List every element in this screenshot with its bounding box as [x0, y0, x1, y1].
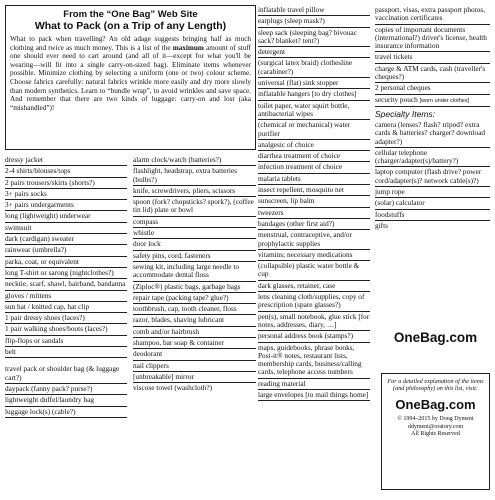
clothing-item: gloves / mittens: [5, 291, 127, 302]
promo-box: [381, 373, 490, 490]
comfort-item: dark glasses, retainer, case: [258, 281, 370, 292]
comfort-item: vitamins; necessary medications: [258, 250, 370, 261]
documents-list: [375, 5, 490, 107]
specialty-item: cellular telephone (charger/adapter(s)/battery?): [375, 148, 490, 168]
clothing-item: rainwear (umbrella?): [5, 245, 127, 256]
document-item: 2 personal cheques: [375, 83, 490, 94]
gear-item: (Ziploc®) plastic bags, garbage bags: [133, 282, 256, 293]
gear-list: [133, 155, 256, 394]
gear-item: viscose towel (washcloth?): [133, 383, 213, 393]
luggage-item: luggage lock(s) (cable?): [5, 407, 127, 418]
comfort-item: diarrhea treatment of choice: [258, 151, 370, 162]
document-item: travel tickets: [375, 52, 490, 63]
comfort-item: pen(s), small notebook, glue stick [for notes, addresses, diary, …]: [258, 312, 370, 332]
comfort-item: tweezers: [258, 208, 370, 219]
intro-text-start: What to pack when travelling? An old adage suggests bringing half as much clothing and twice as much money. This is a list of the: [10, 35, 251, 52]
intro-text-emphasis: maximum: [172, 43, 204, 52]
comfort-item: lens cleaning cloth/supplies, copy of prescription (spare glasses?): [258, 292, 370, 312]
specialty-item: gifts: [375, 220, 388, 230]
clothing-item: 1 pair dressy shoes (laces?): [5, 313, 127, 324]
gear-item: razor, blades, shaving lubricant: [133, 315, 256, 326]
comfort-item: sunscreen, lip balm: [258, 196, 370, 207]
gear-item: comb and/or hairbrush: [133, 327, 256, 338]
comfort-item: personal address book (stamps?): [258, 331, 370, 342]
comfort-item: toilet paper, water squirt bottle, antibacterial wipes: [258, 101, 370, 121]
luggage-item: lightweight duffel/laundry bag: [5, 395, 127, 406]
gear-item: door lock: [133, 239, 256, 250]
gear-toiletries-column: [133, 155, 256, 394]
luggage-list: [5, 364, 127, 417]
comfort-item: inflatable travel pillow: [258, 5, 370, 16]
clothing-item: parka, coat, or equivalent: [5, 257, 127, 268]
comfort-health-list: [258, 5, 370, 401]
intro-paragraph: [10, 35, 251, 112]
gear-item: repair tape (packing tape? glue?): [133, 293, 256, 304]
comfort-item: insect repellent, mosquito net: [258, 185, 370, 196]
gear-item: safety pins, cord, fasteners: [133, 251, 256, 262]
gear-item: knife, screwdrivers, pliers, scissors: [133, 186, 256, 197]
column-left: [5, 5, 256, 416]
intro-title: What to Pack (on a Trip of any Length): [34, 20, 227, 32]
gear-item: nail clippers: [133, 361, 256, 372]
comfort-item: large envelopes [to mail things home]: [258, 390, 370, 401]
clothing-item: long (lightweight) underwear: [5, 211, 127, 222]
comfort-item: menstrual, contraceptive, and/or prophylactic supplies: [258, 230, 370, 250]
promo-copyright: © 1994–2015 by Doug Dyment: [397, 416, 474, 423]
comfort-item: reading material: [258, 379, 370, 390]
clothing-item: flip-flops or sandals: [5, 336, 127, 347]
comfort-item: maps, guidebooks, phrase books, Post-it® notes, restaurant lists, membership cards, business/calling cards, telephone access numbers: [258, 343, 370, 379]
comfort-item: earplugs (sleep mask?): [258, 16, 370, 27]
luggage-item: travel pack or shoulder bag (& luggage cart?): [5, 364, 127, 384]
clothing-list: [5, 155, 127, 358]
security-pouch-tag: [worn under clothes]: [419, 97, 470, 104]
document-item: passport, visas, extra passport photos, vaccination certificates: [375, 5, 490, 25]
gear-item: compass: [133, 217, 256, 228]
promo-note: For a detailed explanation of the items (and philosophy) on this list, visit:: [387, 378, 484, 393]
clothing-item: long T-shirt or sarong (nightclothes?): [5, 268, 127, 279]
clothing-item: 2-4 shirts/blouses/tops: [5, 166, 127, 177]
column-middle: [258, 5, 370, 401]
comfort-item: infection treatment of choice: [258, 162, 370, 173]
packing-list-page: [5, 5, 490, 490]
comfort-item: bandages (other first aid?): [258, 219, 370, 230]
comfort-item: analgesic of choice: [258, 140, 370, 151]
gear-item: deodorant: [133, 349, 256, 360]
gear-item: spoon (fork? chopsticks? spork?), (coffee tin lid) plate or bowl: [133, 197, 256, 217]
luggage-item: daypack (fanny pack? purse?): [5, 384, 127, 395]
comfort-item: sleep sack (sleeping bag? bivouac sack? blanket? tent?): [258, 28, 370, 48]
gear-item: [unbreakable] mirror: [133, 372, 256, 383]
specialty-item: jump rope: [375, 187, 490, 198]
clothing-item: 3+ pairs socks: [5, 189, 127, 200]
specialty-item: foodstuffs: [375, 210, 490, 221]
column-right: [375, 5, 490, 231]
specialty-list: [375, 120, 490, 231]
gear-item: shampoo, bar soap & container: [133, 338, 256, 349]
intro-source-line: From the “One Bag” Web Site: [63, 9, 198, 20]
comfort-item: universal (flat) sink stopper: [258, 78, 370, 89]
comfort-item: inflatable hangers [to dry clothes]: [258, 89, 370, 100]
promo-rights: All Rights Reserved: [411, 430, 460, 437]
intro-box: [5, 5, 256, 150]
intro-text-end: amount of stuff one should ever need to cart around (and all of it—except for what you'll be wearing—will fit into a single carry-on-sized bag). Eliminate items whenever possible. Minimize clothing by selecting a uniform (one or two) colour scheme. Choose fabrics carefully: natural fabrics wrinkle more easily and dry more slowly than modern synthetics. Learn to “bundle wrap”, to avoid wrinkles and save space. And remember that there are two kinds of luggage: carry-on and lost (aka “mishandled”)!: [10, 43, 251, 112]
gear-item: whistle: [133, 228, 256, 239]
specialty-title: Specialty Items:: [375, 108, 435, 119]
brand-logo: OneBag.com: [393, 330, 478, 345]
clothing-item: 2 pairs trousers/skirts (shorts?): [5, 178, 127, 189]
comfort-item: (chemical or mechanical) water purifier: [258, 120, 370, 140]
document-item: charge & ATM cards, cash (traveller's cheques?): [375, 64, 490, 84]
clothing-item: swimsuit: [5, 223, 127, 234]
gear-item: flashlight, headstrap, extra batteries (bulbs?): [133, 166, 256, 186]
clothing-item: sun hat / knitted cap, hat clip: [5, 302, 127, 313]
clothing-item: dark (cardigan) sweater: [5, 234, 127, 245]
clothing-luggage-column: [5, 155, 127, 418]
gear-item: alarm clock/watch (batteries?): [133, 155, 256, 166]
specialty-item: laptop computer (flash drive? power cord/adapter(s)? network cable(s)?): [375, 167, 490, 187]
document-item: copies of important documents (international?) driver's license, health insurance information: [375, 25, 490, 53]
promo-brand[interactable]: OneBag.com: [395, 397, 476, 413]
clothing-item: necktie, scarf, shawl, hairband, bandanna: [5, 279, 127, 290]
promo-email[interactable]: ddyment@oratory.com: [407, 423, 464, 430]
gear-item: toothbrush, cap, tooth cleaner, floss: [133, 304, 256, 315]
specialty-item: (solar) calculator: [375, 198, 490, 209]
clothing-item: dressy jacket: [5, 155, 127, 166]
clothing-item: belt: [5, 347, 127, 358]
comfort-item: malaria tablets: [258, 174, 370, 185]
comfort-item: (collapsible) plastic water bottle & cup: [258, 261, 370, 281]
clothing-item: 3+ pairs undergarments: [5, 200, 127, 211]
gear-item: sewing kit, including large needle to accommodate dental floss: [133, 262, 256, 282]
clothing-item: 1 pair walking shoes/boots (laces?): [5, 324, 127, 335]
security-pouch-label: security pouch: [375, 94, 418, 104]
comfort-item: detergent: [258, 47, 370, 58]
comfort-item: (surgical latex braid) clothesline (carabiner?): [258, 58, 370, 78]
specialty-item: camera (lenses? flash? tripod? extra cards & batteries? charger? download adapter?): [375, 120, 490, 148]
document-item: [375, 95, 490, 107]
